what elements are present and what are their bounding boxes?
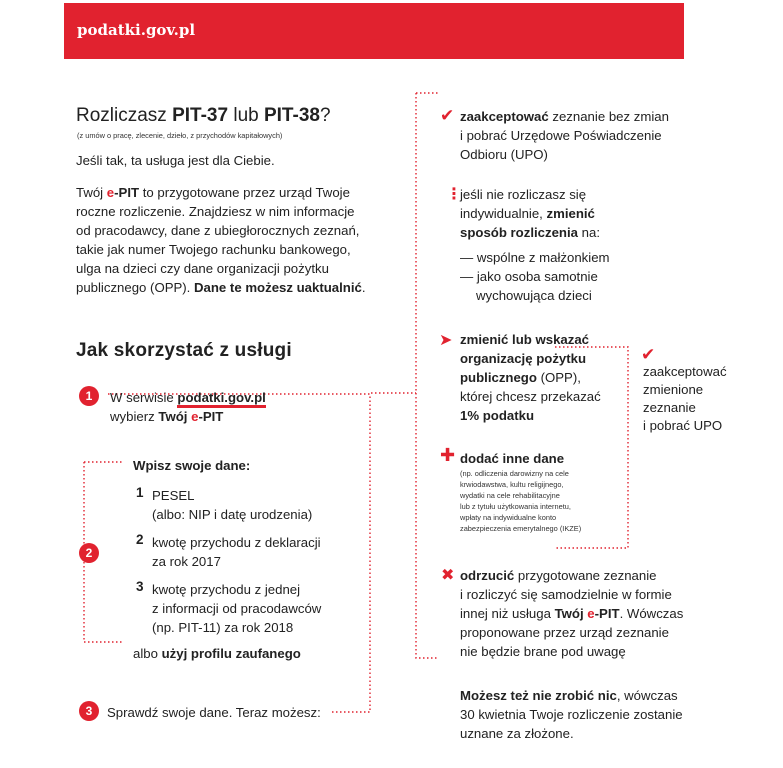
arrow-icon: ➤	[439, 332, 453, 349]
side-accept-text: zaakceptować zmienione zeznanie i pobrać UPO	[643, 364, 727, 433]
description: Twój e-PIT to przygotowane przez urząd Twoje roczne rozliczenie. Znajdziesz w nim informacje od pracodawcy, dane z ubiegłorocznych zeznań, takie jak numer Twojego rachunku bankowego, ulga na dzieci czy dane organizacji pożytku publicznego (OPP). Dane te możesz uaktualnić.	[76, 185, 366, 295]
exclamation-icon: ⋮	[446, 186, 462, 203]
option-change-method: jeśli nie rozliczasz się indywidualnie, zmienić sposób rozliczenia na: — wspólne z małżonkiem — jako osoba samotnie wychowująca dzieci	[460, 187, 610, 303]
item-3-text: kwotę przychodu z jednej z informacji od pracodawców (np. PIT-11) za rok 2018	[152, 582, 322, 635]
item-1-num: 1	[136, 485, 144, 500]
step-1-text: W serwisie podatki.gov.pl wybierz Twój e-PIT	[110, 390, 266, 424]
options-bracket-line	[416, 93, 438, 658]
trusted-profile-text: albo użyj profilu zaufanego	[133, 646, 301, 661]
check-icon: ✔	[440, 106, 455, 125]
option-accept: zaakceptować zeznanie bez zmian i pobrać Urzędowe Poświadczenie Odbioru (UPO)	[460, 109, 669, 162]
side-check-icon: ✔	[641, 345, 656, 364]
footer-note: Możesz też nie zrobić nic, wówczas 30 kwietnia Twoje rozliczenie zostanie uznane za złożone.	[460, 688, 683, 741]
option-add-data: dodać inne dane (np. odliczenia darowizny na cele krwiodawstwa, kultu religijnego, wydatki na cele rehabilitacyjne lub z tytułu użytkowania internetu, wpłaty na indywidualne konto zabezpieczenia emerytalnego (IKZE)	[460, 451, 582, 533]
option-reject: odrzucić przygotowane zeznanie i rozliczyć się samodzielnie w formie innej niż usługa Twój e-PIT. Wówczas proponowane przez urząd zeznanie nie będzie brane pod uwagę	[460, 568, 684, 659]
site-name[interactable]: podatki.gov.pl	[77, 21, 196, 39]
item-3-num: 3	[136, 579, 144, 594]
plus-icon: ✚	[440, 445, 456, 465]
step-2-badge: 2	[79, 543, 99, 563]
page-subtitle: (z umów o pracę, zlecenie, dzieło, z przychodów kapitałowych)	[77, 131, 283, 140]
intro-text: Jeśli tak, ta usługa jest dla Ciebie.	[76, 153, 275, 168]
item-2-num: 2	[136, 532, 144, 547]
step-2-heading: Wpisz swoje dane:	[133, 458, 251, 473]
item-1-text: PESEL (albo: NIP i datę urodzenia)	[152, 488, 313, 522]
cross-icon: ✖	[441, 567, 455, 584]
step-3-badge: 3	[79, 701, 99, 721]
podatki-link[interactable]: podatki.gov.pl	[177, 390, 265, 408]
page-title: Rozliczasz PIT-37 lub PIT-38?	[76, 105, 331, 126]
how-heading: Jak skorzystać z usługi	[76, 340, 292, 361]
option-opp: zmienić lub wskazać organizację pożytku publicznego (OPP), której chcesz przekazać 1% podatku	[460, 332, 601, 423]
item-2-text: kwotę przychodu z deklaracji za rok 2017	[152, 535, 321, 569]
step-1-badge: 1	[79, 386, 99, 406]
step-3-text: Sprawdź swoje dane. Teraz możesz:	[107, 705, 321, 720]
